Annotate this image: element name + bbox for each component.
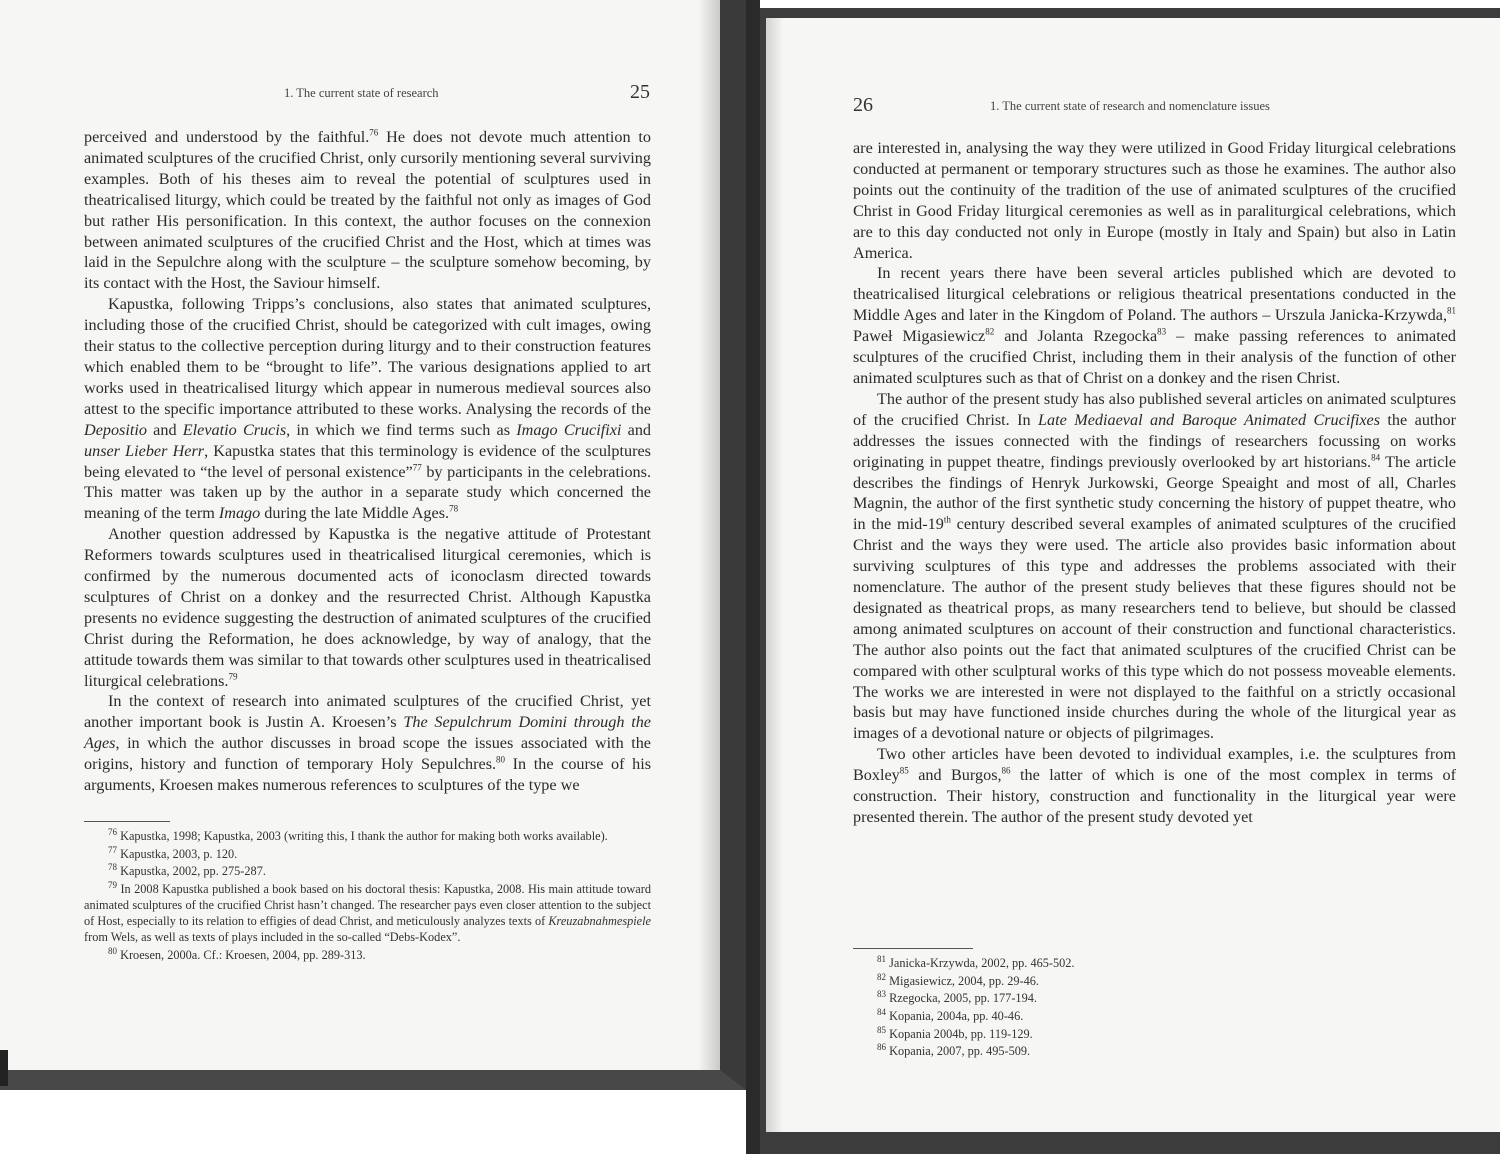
- italic-text: Late Mediaeval and Baroque Animated Crucifixes: [1038, 410, 1380, 429]
- footnote: [84, 947, 651, 963]
- footnotes: [853, 955, 1456, 1061]
- note-reference: 84: [1371, 452, 1381, 463]
- footnote: [853, 990, 1456, 1006]
- paragraph: [853, 389, 1456, 744]
- text-run: Kroesen, 2000a. Cf.: Kroesen, 2004, pp. 289-313.: [117, 948, 366, 963]
- footnote-separator: [853, 948, 973, 949]
- text-run: and: [146, 420, 183, 439]
- footnote: [853, 1008, 1456, 1024]
- text-run: the latter of which is one of the most complex in terms of construction. Their history, construction and functionality in the liturgical year were presented therein. The author of the present study devoted yet: [853, 766, 1456, 826]
- text-run: Two other articles have been devoted to individual examples, i.e. the sculptures from Boxley: [853, 745, 1456, 785]
- right-page: [760, 8, 1500, 1154]
- text-run: Kopania, 2007, pp. 495-509.: [886, 1044, 1031, 1059]
- text-run: Kapustka, 1998; Kapustka, 2003 (writing this, I thank the author for making both works available).: [117, 829, 608, 843]
- text-run: and Burgos,: [908, 766, 1002, 785]
- paragraph: [853, 138, 1456, 263]
- text-run: during the late Middle Ages.: [260, 504, 450, 523]
- note-reference: 80: [496, 754, 506, 765]
- italic-text: Imago Crucifixi: [516, 420, 622, 439]
- page-number: 25: [630, 81, 650, 103]
- footnote: [84, 881, 651, 945]
- note-reference: 78: [108, 862, 117, 873]
- footnote: [84, 863, 651, 879]
- text-run: and Jolanta Rzegocka: [994, 327, 1158, 346]
- book-spine-gap: [746, 0, 760, 1154]
- note-reference: 84: [877, 1006, 886, 1017]
- note-reference: 77: [108, 844, 117, 855]
- note-reference: 83: [877, 989, 886, 1000]
- footnote: [853, 1026, 1456, 1042]
- footnote: [853, 955, 1456, 971]
- text-run: Rzegocka, 2005, pp. 177-194.: [886, 991, 1037, 1006]
- text-run: In recent years there have been several articles published which are devoted to theatricalised liturgical celebrations or religious theatrical presentations conducted in the Middle Ages and later in the Kingdom of Poland. The authors – Urszula Janicka-Krzywda,: [853, 264, 1456, 325]
- footnote-separator: [84, 821, 170, 822]
- text-run: Kapustka, 2003, p. 120.: [117, 846, 238, 861]
- paragraph: [853, 744, 1456, 828]
- paragraph: [84, 691, 651, 796]
- note-reference: 83: [1157, 326, 1167, 337]
- spine-shadow: [766, 18, 784, 1132]
- text-run: from Wels, as well as texts of plays included in the so-called “Debs-Kodex”.: [84, 930, 461, 945]
- italic-text: Imago: [218, 504, 261, 523]
- note-reference: 76: [108, 826, 117, 837]
- text-run: Migasiewicz, 2004, pp. 29-46.: [886, 973, 1040, 988]
- text-run: Kapustka, following Tripps’s conclusions, also states that animated sculptures, including those of the crucified Christ, should be categorized with cult images, owing their status to the collective perception during liturgy and to their construction features which enabled them to be “brought to life”. The various designations applied to art works used in theatricalised liturgy which appear in numerous medieval sources also attest to the specific importance attributed to these works. Analysing the records of the: [84, 295, 651, 418]
- text-run: , in which the author discusses in broad scope the issues associated with the origins, history and function of temporary Holy Sepulchres.: [84, 734, 651, 774]
- paragraph: [84, 524, 651, 691]
- text-run: Kapustka, 2002, pp. 275-287.: [117, 864, 266, 879]
- text-run: Kopania 2004b, pp. 119-129.: [886, 1026, 1033, 1041]
- text-run: In the context of research into animated sculptures of the crucified Christ, yet another important book is Justin A. Kroesen’s: [84, 692, 651, 732]
- italic-text: Depositio: [84, 420, 147, 439]
- italic-text: unser Lieber Herr: [84, 441, 205, 460]
- italic-text: The Sepulchrum Domini through the Ages: [84, 713, 651, 753]
- page-number: 26: [853, 94, 873, 116]
- text-run: , in which we find terms such as: [286, 420, 517, 439]
- text-run: century described several examples of animated sculptures of the crucified Christ and the ways they were used. The article also provides basic information about surviving sculptures of this type and addresses the problems associated with their nomenclature. The author of the present study believes that these figures should not be designated as theatrical props, as many researchers tend to believe, but should be classed among animated sculptures on account of their construction and functional characteristics. The author also points out the fact that animated sculptures of the crucified Christ can be compared with other sculptural works of this type which do not possess moveable elements. The works we are interested in were not displayed to the faithful on a strictly occasional basis but may have functioned inside churches during the whole of the liturgical year as images of a devotional nature or objects of pilgrimages.: [853, 515, 1456, 743]
- text-run: Janicka-Krzywda, 2002, pp. 465-502.: [886, 956, 1075, 970]
- note-reference: 82: [877, 971, 886, 982]
- text-run: In 2008 Kapustka published a book based on his doctoral thesis: Kapustka, 2008. His main attitude toward animated sculptures of the crucified Christ hasn’t changed. The researcher pays even closer attention to the subject of Host, especially to its relation to effigies of dead Christ, and meticulously analyzes texts of: [84, 882, 651, 929]
- italic-text: Kreuzabnahmespiele: [548, 914, 651, 929]
- body-text: [84, 127, 651, 796]
- note-reference: 82: [985, 326, 995, 337]
- text-run: – make passing references to animated sculptures of the crucified Christ, including them in their analysis of the function of other animated sculptures such as that of Christ on a donkey and the risen Christ.: [853, 327, 1456, 387]
- spine-shadow: [698, 0, 720, 1070]
- footnote: [853, 1043, 1456, 1059]
- text-run: the author addresses the issues connected with the findings of researchers focussing on works originating in puppet theatre, findings previously overlooked by art historians.: [853, 410, 1456, 471]
- footnote: [853, 973, 1456, 989]
- paragraph: [853, 263, 1456, 388]
- text-run: In the course of his arguments, Kroesen makes numerous references to sculptures of the type we: [84, 755, 651, 795]
- running-head: 1. The current state of research and nomenclature issues: [990, 99, 1270, 113]
- text-run: , Kapustka states that this terminology is evidence of the sculptures being elevated to “the level of personal existence”: [84, 441, 651, 481]
- text-run: by participants in the celebrations. This matter was taken up by the author in a separate study which concerned the meaning of the term: [84, 462, 651, 523]
- text-run: Paweł Migasiewicz: [853, 327, 986, 346]
- note-reference: 78: [449, 503, 459, 514]
- note-reference: 85: [899, 765, 909, 776]
- text-run: and: [621, 420, 652, 439]
- footnote: [84, 828, 651, 844]
- text-run: perceived and understood by the faithful.: [84, 128, 370, 146]
- note-reference: 76: [369, 127, 379, 138]
- body-text: [853, 138, 1456, 828]
- note-reference: 86: [1001, 765, 1011, 776]
- note-reference: 79: [228, 671, 238, 682]
- footnote: [84, 846, 651, 862]
- note-reference: 80: [108, 945, 117, 956]
- note-reference: 85: [877, 1024, 886, 1035]
- text-run: The author of the present study has also published several articles on animated sculptures of the crucified Christ. In: [853, 389, 1456, 429]
- note-reference: 79: [108, 879, 117, 890]
- note-reference: 81: [1447, 305, 1456, 316]
- note-reference: th: [943, 514, 951, 525]
- left-page: [0, 0, 746, 1090]
- text-run: He does not devote much attention to animated sculptures of the crucified Christ, only cursorily mentioning several surviving examples. Both of his theses aim to reveal the potential of sculptures used in theatricalised liturgy, which could be treated by the faithful not only as images of God but rather His personification. In this context, the author focuses on the connexion between animated sculptures of the crucified Christ and the Host, which at times was laid in the Sepulchre along with the sculpture – the sculpture somehow becoming, by its contact with the Host, the Saviour himself.: [84, 128, 652, 293]
- running-head: 1. The current state of research: [284, 86, 439, 100]
- footnotes: [84, 828, 651, 965]
- note-reference: 86: [877, 1042, 886, 1053]
- italic-text: Elevatio Crucis: [182, 420, 287, 439]
- note-reference: 81: [877, 953, 886, 964]
- note-reference: 77: [412, 462, 422, 473]
- scan-edge-mark: [0, 1050, 8, 1086]
- text-run: Another question addressed by Kapustka is the negative attitude of Protestant Reformers towards sculptures used in theatricalised liturgical ceremonies, which is confirmed by the numerous documented acts of iconoclasm directed towards sculptures of Christ on a donkey and the resurrected Christ. Although Kapustka presents no evidence suggesting the destruction of animated sculptures of the crucified Christ during the Reformation, he does acknowledge, by way of analogy, that the attitude towards them was similar to that towards other sculptures used in theatricalised liturgical celebrations.: [84, 525, 651, 690]
- text-run: Kopania, 2004a, pp. 40-46.: [886, 1009, 1024, 1024]
- text-run: are interested in, analysing the way they were utilized in Good Friday liturgical celebrations conducted at permanent or temporary structures such as those he examines. The author also points out the continuity of the tradition of the use of animated sculptures of the crucified Christ in Good Friday liturgical ceremonies as well as in paraliturgical celebrations, which are to this day conducted not only in Europe (mostly in Italy and Spain) but also in Latin America.: [853, 139, 1456, 262]
- paragraph: [84, 127, 651, 294]
- paragraph: [84, 294, 651, 524]
- text-run: The article describes the findings of Henryk Jurkowski, George Speaight and most of all, Charles Magnin, the author of the first synthetic study concerning the history of puppet theatre, who in the mid-19: [853, 452, 1456, 534]
